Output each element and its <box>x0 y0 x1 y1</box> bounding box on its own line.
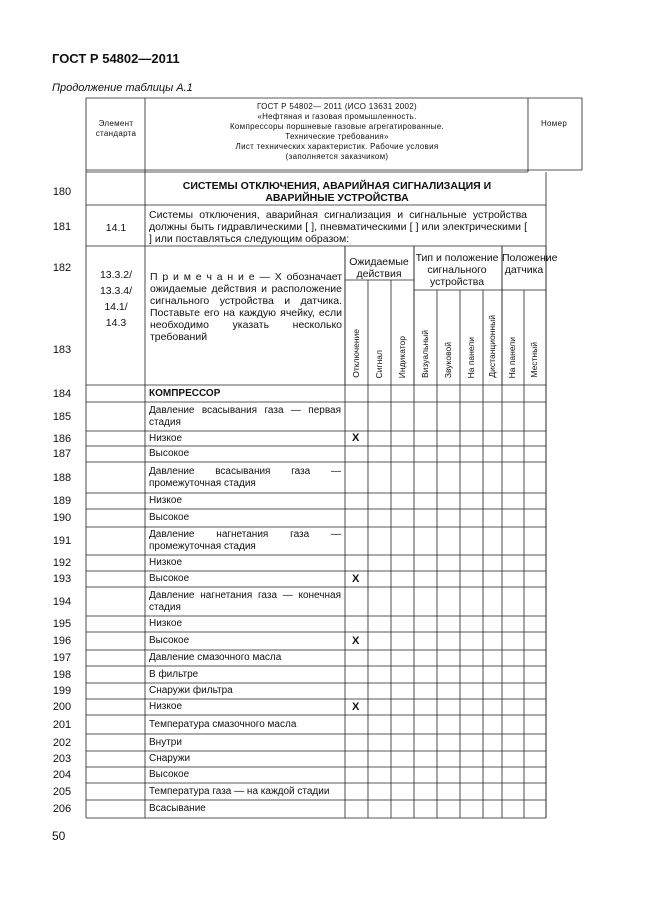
row-number: 201 <box>52 718 72 731</box>
row-label: Низкое <box>149 557 183 568</box>
column-header-2: Сигнал <box>373 349 384 378</box>
row-label: В фильтре <box>149 668 199 680</box>
form-title-line: ГОСТ Р 54802— 2011 (ИСО 13631 2002) <box>256 102 418 111</box>
row-label: Низкое <box>149 433 183 444</box>
row-number: 183 <box>52 344 72 356</box>
row-number: 206 <box>52 803 72 815</box>
row-number: 193 <box>52 573 72 585</box>
row-label: Давление всасывания газа — промежуточная стадия <box>149 465 341 489</box>
row-number: 189 <box>52 495 72 507</box>
table-continuation-caption: Продолжение таблицы А.1 <box>52 82 193 94</box>
x-mark: X <box>352 634 360 647</box>
row-number: 180 <box>52 186 72 198</box>
x-mark: X <box>352 572 360 585</box>
row-number: 191 <box>52 535 72 547</box>
row-number: 188 <box>52 471 72 484</box>
row-label: Температура смазочного масла <box>149 718 297 730</box>
row-number: 202 <box>52 736 72 749</box>
row-number: 199 <box>52 685 72 697</box>
group-signal-type: Тип и положение сигнального устройства <box>415 252 499 288</box>
row-label: Высокое <box>149 635 190 646</box>
row-label: Низкое <box>149 495 183 506</box>
group-expected-actions: Ожидаемые действия <box>349 256 409 280</box>
row-182-note <box>150 271 342 343</box>
row-label: Давление смазочного масла <box>149 652 282 663</box>
column-header-9: Местный <box>529 342 539 378</box>
row-182-element-ref: 14.3 <box>105 317 127 329</box>
note-text: обозначает ожидаемые действия и расположение сигнального устройства и датчика. Поставьте его на каждую ячейку, если необходимо указать несколько требований <box>150 271 343 343</box>
document-title: ГОСТ Р 54802—2011 <box>52 51 180 66</box>
section-title: СИСТЕМЫ ОТКЛЮЧЕНИЯ, АВАРИЙНАЯ СИГНАЛИЗАЦИЯ И АВАРИЙНЫЕ УСТРОЙСТВА <box>182 180 492 204</box>
column-header-5: Звуковой <box>442 341 453 378</box>
row-182-element-ref: 13.3.2/ <box>99 269 133 281</box>
row-181-element: 14.1 <box>105 222 127 234</box>
row-number: 197 <box>52 652 72 664</box>
row-number: 205 <box>52 785 72 798</box>
row-number: 198 <box>52 668 72 681</box>
form-title-line: Технические требования» <box>285 132 389 141</box>
column-header-3: Индикатор <box>396 335 407 378</box>
row-number: 186 <box>52 432 72 445</box>
form-title-line: Лист технических характеристик. Рабочие условия <box>235 142 439 151</box>
row-label: Высокое <box>149 512 190 523</box>
form-title-line: (заполняется заказчиком) <box>285 152 389 161</box>
row-label: Давление нагнетания газа — конечная стадия <box>149 589 341 613</box>
row-number: 185 <box>52 410 72 423</box>
column-header-8: На панели <box>507 336 517 378</box>
row-number: 203 <box>52 753 72 765</box>
row-label: Высокое <box>149 448 190 459</box>
page-number: 50 <box>52 829 66 843</box>
note-label: П р и м е ч а н и е — X <box>150 271 282 283</box>
row-label: Снаружи <box>149 753 191 764</box>
number-column-header: Номер <box>540 119 568 128</box>
row-label: Давление нагнетания газа — промежуточная стадия <box>149 529 341 552</box>
row-182-element-ref: 14.1/ <box>104 301 128 313</box>
row-number: 204 <box>52 769 72 781</box>
column-header-7: Дистанционный <box>486 315 497 378</box>
element-column-header: Элемент стандарта <box>95 119 137 138</box>
row-number: 182 <box>52 262 72 274</box>
row-number: 196 <box>52 635 72 647</box>
form-title-line: «Нефтяная и газовая промышленность. <box>257 112 417 121</box>
row-number: 190 <box>52 512 72 524</box>
row-number: 195 <box>52 618 72 630</box>
row-label: Снаружи фильтра <box>149 685 233 696</box>
row-label: Температура газа — на каждой стадии <box>149 785 330 797</box>
row-label: Внутри <box>149 736 182 748</box>
group-sensor-position: Положение датчика <box>502 252 558 276</box>
row-label: Всасывание <box>149 803 206 814</box>
row-number: 192 <box>52 557 72 569</box>
column-header-4: Визуальный <box>419 329 430 378</box>
row-label: Высокое <box>149 769 190 780</box>
row-181-text: Системы отключения, аварийная сигнализация и сигнальные устройства должны быть гидравлическими [ ], пневматическими [ ] или электрическими [ ] или поставляться следующим образом: <box>149 209 527 245</box>
column-header-6: На панели <box>465 336 476 378</box>
row-number: 200 <box>52 701 72 713</box>
row-label: Давление всасывания газа — первая стадия <box>149 404 341 428</box>
row-182-elements <box>88 267 144 331</box>
row-number: 187 <box>52 448 72 460</box>
row-label: КОМПРЕССОР <box>149 387 221 399</box>
row-number: 194 <box>52 595 72 608</box>
row-182-element-ref: 13.3.4/ <box>99 285 133 297</box>
row-number: 181 <box>52 221 72 233</box>
row-label: Низкое <box>149 701 183 712</box>
column-header-1: Отключение <box>350 329 361 378</box>
x-mark: X <box>352 700 360 713</box>
form-title-block <box>146 102 528 162</box>
form-title-line: Компрессоры поршневые газовые агрегатированные. <box>229 122 445 131</box>
row-number: 184 <box>52 387 72 400</box>
x-mark: X <box>352 432 360 444</box>
row-label: Высокое <box>149 573 190 584</box>
row-label: Низкое <box>149 618 183 629</box>
